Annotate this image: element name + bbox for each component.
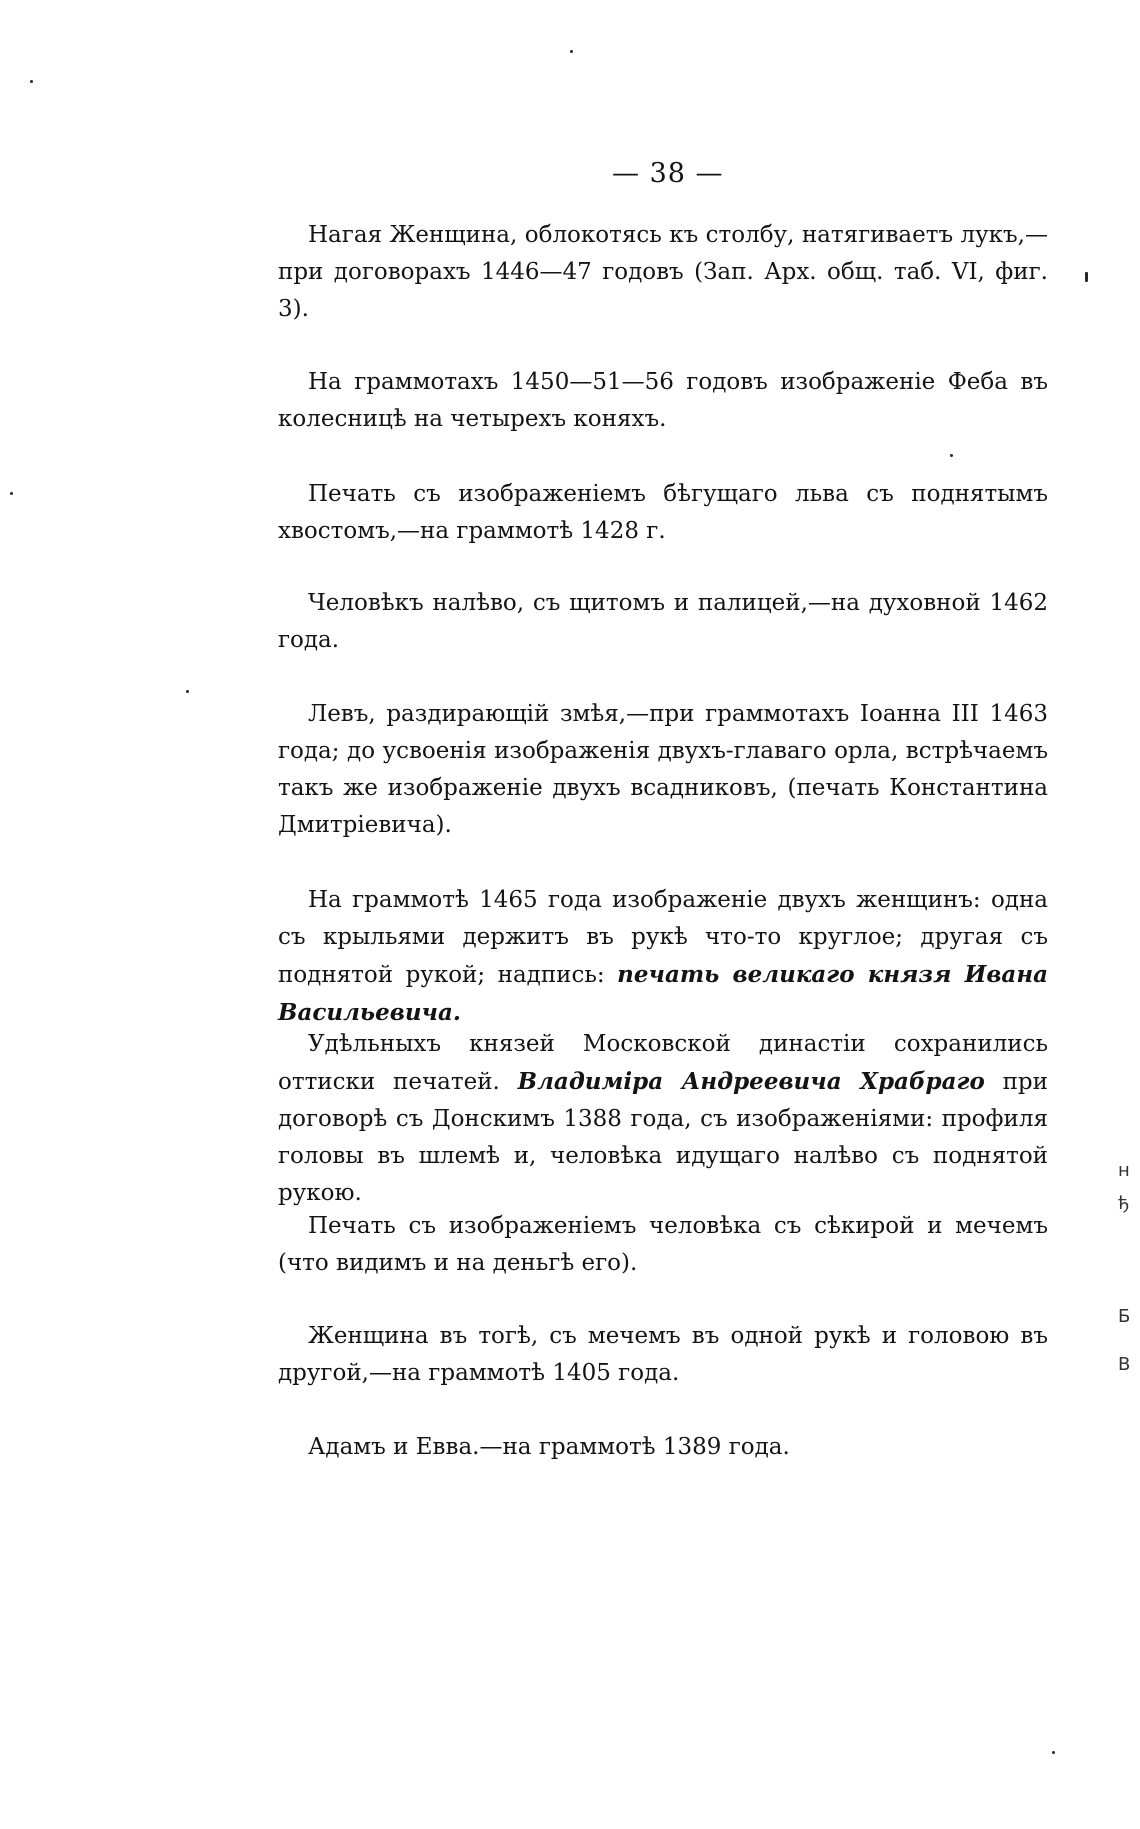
paragraph-2: На граммотахъ 1450—51—56 годовъ изображеніе Феба въ колесницѣ на четырехъ коняхъ. bbox=[278, 369, 1048, 432]
paragraph-6-text: На граммотѣ 1465 года изображеніе двухъ женщинъ: одна съ крыльями держитъ въ рукѣ что-то круглое; другая съ поднятой рукой; надпись: bbox=[278, 887, 1048, 988]
edge-bleed-mark: н bbox=[1118, 1160, 1130, 1181]
paragraph-7 bbox=[278, 1026, 1048, 1212]
paragraph-5: Левъ, раздирающій змѣя,—при граммотахъ Іоанна III 1463 года; до усвоенія изображенія двухъ-главаго орла, встрѣчаемъ такъ же изображеніе двухъ всадниковъ, (печать Константина Дмитріевича). bbox=[278, 701, 1048, 838]
paragraph-1: Нагая Женщина, облокотясь къ столбу, натягиваетъ лукъ,— при договорахъ 1446—47 годовъ (Зап. Арх. общ. таб. VI, фиг. 3). bbox=[278, 222, 1048, 322]
edge-bleed-mark: В bbox=[1118, 1354, 1131, 1375]
scan-speck bbox=[10, 492, 13, 495]
scan-speck bbox=[186, 690, 189, 693]
scan-speck bbox=[30, 80, 33, 83]
paragraph-8: Печать съ изображеніемъ человѣка съ сѣкирой и мечемъ (что видимъ и на деньгѣ его). bbox=[278, 1213, 1048, 1276]
paragraph-7-text-end: при договорѣ съ Донскимъ 1388 года, съ изображеніями: профиля головы въ шлемѣ и, человѣка идущаго налѣво съ поднятой рукою. bbox=[278, 1069, 1048, 1206]
edge-bleed-mark: Б bbox=[1118, 1306, 1131, 1327]
paragraph-6 bbox=[278, 882, 1048, 1032]
paragraph-4: Человѣкъ налѣво, съ щитомъ и палицей,—на духовной 1462 года. bbox=[278, 590, 1048, 653]
edge-bleed-mark: ђ bbox=[1118, 1193, 1130, 1214]
paragraph-6-seal-inscription: печать великаго князя Ивана Васильевича. bbox=[278, 961, 1048, 1026]
paragraph-3: Печать съ изображеніемъ бѣгущаго льва съ поднятымъ хвостомъ,—на граммотѣ 1428 г. bbox=[278, 481, 1048, 544]
paragraph-7-prince-name: Владиміра Андреевича Храбраго bbox=[517, 1068, 985, 1095]
paragraph-9: Женщина въ тогѣ, съ мечемъ въ одной рукѣ и головою въ другой,—на граммотѣ 1405 года. bbox=[278, 1323, 1048, 1386]
page-number: — 38 — bbox=[612, 158, 724, 189]
scan-speck bbox=[1052, 1751, 1055, 1754]
paragraph-10: Адамъ и Евва.—на граммотѣ 1389 года. bbox=[308, 1434, 790, 1460]
scan-speck bbox=[570, 50, 573, 53]
scan-speck bbox=[950, 454, 953, 457]
scan-speck bbox=[1085, 272, 1088, 282]
paragraph-7-text-start: Удѣльныхъ князей Московской династіи сохранились оттиски печатей. bbox=[278, 1031, 1048, 1095]
